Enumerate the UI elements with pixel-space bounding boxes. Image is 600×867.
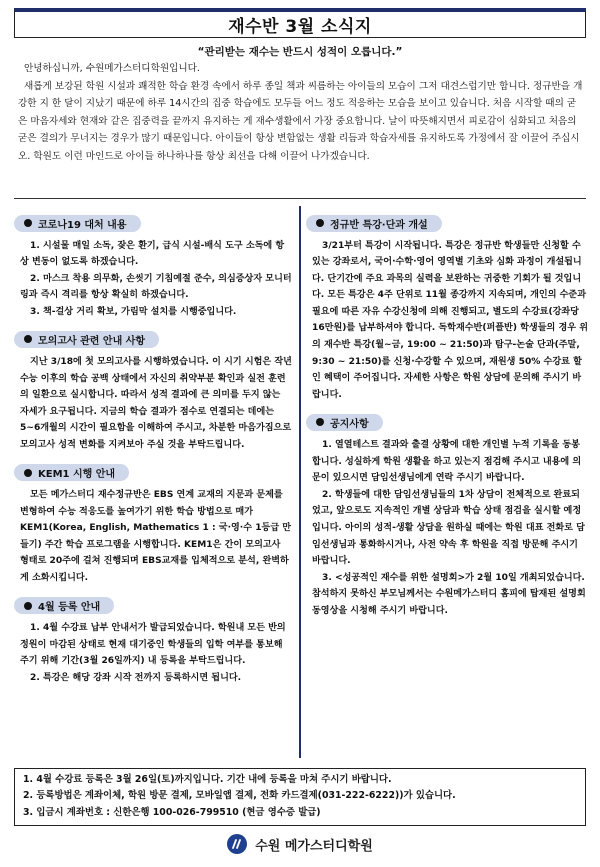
section-mock-exam xyxy=(14,328,292,453)
intro xyxy=(18,60,584,166)
megastudy-logo-icon xyxy=(227,834,247,854)
section-header xyxy=(14,331,159,348)
list-item: 1. 4월 수강료 납부 안내서가 발급되었습니다. 학원내 모든 반의 정원이 마감된 상태로 현재 대기중인 학생들의 입학 여부를 통보해 주기 위해 기간(3월 26일까지) 내 등록을 부탁드립니다. xyxy=(20,623,286,667)
bullet-icon xyxy=(316,418,324,426)
right-column xyxy=(306,212,588,627)
title-bar xyxy=(14,8,586,38)
left-column xyxy=(14,212,292,694)
info-line: 2. 등록방법은 계좌이체, 학원 방문 결제, 모바일앱 결제, 전화 카드결제(031-222-6222))가 있습니다. xyxy=(23,790,456,802)
intro-greeting: 안녕하십니까, 수원메가스터디학원입니다. xyxy=(24,63,200,74)
registration-info-box xyxy=(14,768,586,826)
section-header xyxy=(306,414,383,431)
section-kem1 xyxy=(14,462,292,587)
page-title: 재수반 3월 소식지 xyxy=(228,17,372,37)
bullet-icon xyxy=(24,335,32,343)
footer xyxy=(0,834,600,854)
section-body xyxy=(14,238,292,321)
section-title: 정규반 특강·단과 개설 xyxy=(330,219,428,231)
paragraph: 지난 3/18에 첫 모의고사를 시행하였습니다. 이 시기 시험은 작년 수능 이후의 학습 공백 상태에서 자신의 취약부분 확인과 실전 훈련의 일환으로 실시합니다. 따라서 성적 결과에 큰 의미를 두지 않는 자세가 요구됩니다. 지금의 학습 결과가 점수로 연결되는 데에는 5~6개월의 시간이 필요함을 이해하여 주시고, 차분한 마음가짐으로 모의고사 성적 변화를 지켜보아 주실 것을 부탁드립니다. xyxy=(20,356,292,450)
section-title: KEM1 시행 안내 xyxy=(38,469,116,481)
section-body xyxy=(14,620,292,686)
section-title: 코로나19 대처 내용 xyxy=(38,219,127,231)
quote: “관리받는 재수는 반드시 성적이 오릅니다.” xyxy=(197,46,403,58)
bullet-icon xyxy=(24,469,32,477)
info-line: 1. 4월 수강료 등록은 3월 26일(토)까지입니다. 기간 내에 등록을 마쳐 주시기 바랍니다. xyxy=(23,774,392,785)
list-item: 2. 마스크 착용 의무화, 손씻기 기침예절 준수, 의심증상자 모니터링과 즉시 격리를 항상 확실히 하겠습니다. xyxy=(20,273,292,301)
section-header xyxy=(14,597,114,614)
section-april-registration xyxy=(14,595,292,687)
section-notices xyxy=(306,411,588,619)
intro-body: 새롭게 보강된 학원 시설과 쾌적한 학습 환경 속에서 하루 종일 책과 씨름하는 아이들의 모습이 그저 대견스럽기만 합니다. 정규반을 개강한 지 한 달이 지났기 때문에 하루 14시간의 집중 학습에도 모두들 어느 정도 적응하는 모습을 보이고 있습니다. 처음 시작할 때의 굳은 마음자세와 현재와 같은 집중력을 끝까지 유지하는 게 재수생활에서 가장 중요합니다. 날이 따뜻해지면서 피로감이 심화되고 처음의 굳은 결의가 무너지는 경우가 많기 때문입니다. 아이들이 항상 변함없는 생활 리듬과 학습자세를 유지하도록 가정에서 잘 이끌어 주십시오. 학원도 이런 마인드로 아이들 하나하나를 항상 최선을 다해 이끌어 나가겠습니다. xyxy=(18,80,583,162)
paragraph: 모든 메가스터디 재수정규반은 EBS 연계 교재의 지문과 문제를 변형하여 수능 적응도를 높여가기 위한 학습 방법으로 매가 KEM1(Korea, English, Mathematics 1 : 국·영·수 1등급 만들기) 주간 학습 프로그램을 시행합니다. KEM1은 간이 모의고사 형태로 20주에 걸쳐 진행되며 EBS교재를 입체적으로 분석, 완벽하게 소화시킵니다. xyxy=(20,490,292,583)
bullet-icon xyxy=(24,219,32,227)
column-divider xyxy=(299,206,301,758)
section-header xyxy=(306,215,442,232)
section-special-classes xyxy=(306,212,588,403)
bullet-icon xyxy=(316,219,324,227)
list-item: 1. 시설물 매일 소독, 잦은 환기, 급식 시설-배식 도구 소독에 항상 변동이 없도록 하겠습니다. xyxy=(20,240,285,268)
divider-top xyxy=(14,198,586,199)
logo-mark xyxy=(230,837,244,851)
section-title: 4월 등록 안내 xyxy=(38,602,101,614)
list-item: 1. 열열테스트 결과와 출결 상황에 대한 개인별 누적 기록을 동봉합니다. 성실하게 학원 생활을 하고 있는지 점검해 주시고 내용에 의문이 있으시면 담임선생님에게 연락 주시기 바랍니다. xyxy=(312,439,582,484)
section-header xyxy=(14,215,141,232)
list-item: 2. 학생들에 대한 담임선생님들의 1차 상담이 전체적으로 완료되었고, 앞으로도 지속적인 개별 상담과 학습 상태 점검을 실시할 예정입니다. 아이의 성적-생활 상담을 원하실 때에는 학원 대표 전화로 담임선생님과 통화하시거나, 사전 약속 후 학원을 직접 방문해 주시기 바랍니다. xyxy=(312,489,585,567)
info-line: 3. 입금시 계좌번호 : 신한은행 100-026-799510 (현금 영수증 발급) xyxy=(23,806,321,818)
list-item: 3. <성공적인 재수를 위한 설명회>가 2월 10일 개최되었습니다. 참석하지 못하신 부모님께서는 수원메가스터디 홈피에 탑재된 설명회 동영상을 시청해 주시기 바랍니다. xyxy=(312,572,586,616)
list-item: 2. 특강은 해당 강좌 시작 전까지 등록하시면 됩니다. xyxy=(30,672,242,683)
academy-name: 수원 메가스터디학원 xyxy=(255,838,373,854)
section-body xyxy=(306,437,588,620)
section-title: 공지사항 xyxy=(330,418,369,430)
paragraph: 3/21부터 특강이 시작됩니다. 특강은 정규반 학생들만 신청할 수 있는 강좌로서, 국어·수학·영어 영역별 기초와 심화 과정이 개설됩니다. 단기간에 주요 과목의 실력을 보완하는 귀중한 기회가 될 것입니다. 모든 특강은 4주 단위로 11월 종강까지 지속되며, 개인의 수준과 필요에 따른 자유 수강신청에 의해 진행되고, 별도의 수강료(강좌당 16만원)를 납부하셔야 합니다. 독학재수반(퍼플반) 학생들의 경우 위의 재수반 특강(월~금, 19:00 ~ 21:50)과 탐구-논술 단과(주말, 9:30 ~ 21:50)를 신청·수강할 수 있으며, 재원생 50% 수강료 할인 혜택이 주어집니다. 자세한 사항은 학원 상담에 문의해 주시기 바랍니다. xyxy=(312,240,588,400)
section-title: 모의고사 관련 안내 사항 xyxy=(38,335,146,347)
section-header xyxy=(14,464,129,481)
section-body xyxy=(306,238,588,404)
section-body xyxy=(14,487,292,587)
list-item: 3. 책-걸상 거리 확보, 가림막 설치를 시행중입니다. xyxy=(30,306,237,317)
section-body xyxy=(14,354,292,454)
section-covid xyxy=(14,212,292,320)
bullet-icon xyxy=(24,602,32,610)
